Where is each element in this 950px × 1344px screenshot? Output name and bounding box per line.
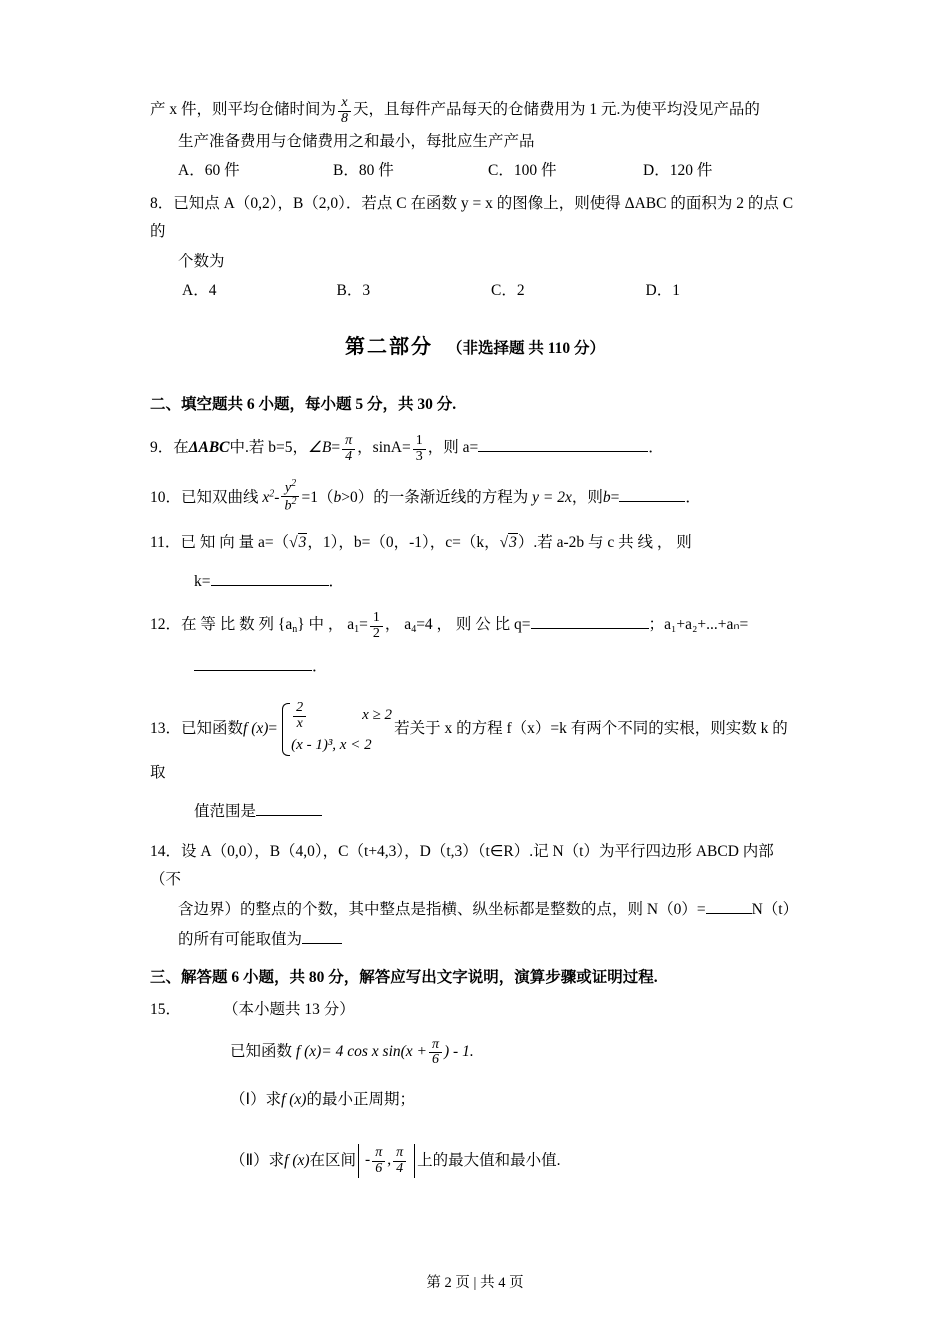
q13-eq: = (268, 719, 278, 737)
q10-text-a: 已知双曲线 (181, 488, 259, 506)
q8-text-1: 已知点 A（0,2），B（2,0）．若点 C 在函数 y = x 的图像上，则使得 ΔABC 的面积为 2 的点 C 的 (150, 195, 794, 241)
q7-fraction: $\frac{x}{8}$ (338, 96, 351, 126)
q11-sqrt3-b: √3 (499, 534, 517, 552)
q12-answer-line2 (194, 653, 800, 681)
q15-part2-text: 在区间 (309, 1151, 357, 1169)
q15-header (150, 996, 800, 1024)
q10-b-var: b (333, 488, 342, 506)
part2-title (150, 330, 800, 359)
q12-eq2: =4 ， 则 公 比 q= (416, 616, 531, 634)
part2-note: （非选择题 共 110 分） (446, 340, 606, 358)
q11-answer-blank[interactable] (211, 585, 329, 586)
q15-part2-label: （Ⅱ）求 (230, 1151, 285, 1169)
q12-sum-label: a₁+a₂+...+aₙ= (664, 616, 749, 634)
q11 (150, 528, 800, 558)
q14-text-3: 的所有可能取值为 (178, 930, 303, 948)
q15-known (230, 1038, 800, 1068)
q8-options (182, 278, 800, 304)
q11-k-label: k= (194, 573, 211, 591)
q8-option-b[interactable]: B．3 (336, 282, 371, 300)
q14-number: 14． (150, 842, 182, 860)
q12-answer-blank-2[interactable] (194, 670, 312, 671)
page-footer-text: 第 2 页 | 共 4 页 (426, 1275, 524, 1291)
q7-option-d[interactable]: D．120 件 (643, 162, 713, 180)
q12-answer-blank-1[interactable] (531, 628, 649, 629)
q9-period: ． (648, 439, 664, 457)
q13-line2 (194, 798, 800, 826)
q11-answer-line (194, 568, 800, 596)
q9-fraction-a: $\frac{1}{3}$ (413, 434, 426, 464)
q11-text-c: ）.若 a-2b 与 c 共 线 ， 则 (517, 534, 692, 552)
q7-option-c[interactable]: C．100 件 (488, 162, 557, 180)
q14-line2 (178, 896, 800, 924)
q12-period: ． (312, 658, 328, 676)
q15-interval-minus: - (365, 1150, 371, 1168)
q8-number: 8． (150, 195, 174, 213)
q8-option-d[interactable]: D．1 (645, 282, 680, 300)
q14-answer-blank-2[interactable] (302, 943, 342, 944)
q15-part1-text: 的最小正周期； (306, 1090, 415, 1108)
q12 (150, 610, 800, 645)
q10-condition: >0）的一条渐近线的方程为 (341, 488, 529, 506)
part2-title-text: 第二部分 (344, 336, 433, 359)
q11-text-b: ，1），b=（0，-1），c=（k， (307, 534, 500, 552)
q15-interval-right: $\frac{\pi}{4}$ (393, 1146, 406, 1176)
q13-answer-blank[interactable] (256, 815, 322, 816)
q10-x-squared: $x^2$ (262, 488, 275, 506)
q8-option-a[interactable]: A．4 (182, 282, 217, 300)
q15-number: 15． (150, 1000, 182, 1018)
q15-fx: f (x) (295, 1042, 322, 1060)
q9-angle-b: ∠B (308, 439, 332, 457)
q13-text-b: 若关于 x 的方程 f（x）=k 有两个不同的实根，则实数 k 的取 (150, 719, 788, 781)
q9-text-b: 中.若 b=5， (229, 439, 309, 457)
q12-text-a2: } 中 ， a (297, 616, 355, 634)
q9-eq: = (331, 439, 341, 457)
q15-part1-fx: f (x) (281, 1090, 307, 1108)
q10-paren: （ (317, 488, 334, 506)
q13-case1-fraction: $\frac{2}{x}$ (293, 701, 306, 731)
q13-case1 (291, 701, 392, 731)
q9-fraction-b: $\frac{\pi}{4}$ (342, 434, 355, 464)
section3-heading: 三、解答题 6 小题，共 80 分，解答应写出文字说明，演算步骤或证明过程. (150, 968, 658, 986)
q7-options (178, 158, 800, 184)
q10-eq1: =1 (301, 488, 318, 506)
q14-text-2b: N（t） (751, 900, 799, 918)
q13-line2-text: 值范围是 (194, 802, 257, 820)
q14-line1 (150, 838, 800, 894)
q8-line2: 个数为 (178, 253, 225, 271)
q13-piecewise (279, 701, 392, 757)
q10-answer-blank[interactable] (619, 501, 685, 502)
q14-line3 (178, 926, 800, 954)
q12-number: 12． (150, 616, 182, 634)
q15-interval (358, 1144, 415, 1178)
q9-text-a: 在 (173, 439, 189, 457)
q9-text-d: ，则 a= (427, 439, 479, 457)
q12-semicolon: ； (648, 616, 665, 634)
q15-interval-comma: , (387, 1150, 392, 1168)
q14-answer-blank-1[interactable] (706, 913, 752, 914)
q10-period: ． (685, 488, 701, 506)
q7-option-a[interactable]: A．60 件 (178, 162, 240, 180)
q15-part2-text-2: 上的最大值和最小值. (417, 1151, 561, 1169)
q11-period: ． (328, 573, 345, 591)
q13-case1-condition: x ≥ 2 (362, 707, 393, 724)
q15-interval-left: $\frac{\pi}{6}$ (372, 1146, 385, 1176)
q7-text-b: 天，且每件产品每天的仓储费用为 1 元.为使平均没见产品的 (353, 101, 760, 118)
q14-text-1: 设 A（0,0），B（4,0），C（t+4,3），D（t,3）（t∈R）.记 N（t）为平行四边形 ABCD 内部（不 (150, 842, 774, 888)
q9-text-c: ，sinA= (357, 439, 411, 457)
q12-sub-n: n (292, 624, 298, 636)
q15-formula-a: = 4 cos x sin(x + (321, 1042, 427, 1060)
q10-eq-blank: = (610, 488, 620, 506)
q13-case2: (x - 1)³, x < 2 (291, 736, 372, 753)
q10 (150, 479, 800, 514)
q10-asymptote: y = 2x (532, 488, 572, 506)
q15-part2 (230, 1144, 800, 1178)
q15-part2-fx: f (x) (284, 1151, 310, 1169)
q12-text-a: 在 等 比 数 列 {a (181, 616, 293, 634)
q11-number: 11． (150, 534, 181, 552)
q8-line1 (150, 190, 800, 246)
q12-eq1: = (359, 616, 368, 634)
q15-part1 (230, 1086, 800, 1114)
q10-minus: - (274, 488, 280, 506)
q10-then: ，则 (571, 488, 603, 506)
q11-text-a: 已 知 向 量 a=（ (180, 534, 290, 552)
q15-part1-label: （Ⅰ）求 (230, 1090, 282, 1108)
q12-fraction: $\frac{1}{2}$ (370, 611, 383, 641)
q7-option-b[interactable]: B．80 件 (333, 162, 394, 180)
q9-triangle-abc: ΔABC (188, 439, 230, 457)
q12-sub-1: 1 (354, 624, 360, 636)
q7-continued-line2: 生产准备费用与仓储费用之和最小，每批应生产产品 (178, 133, 535, 151)
q10-number: 10． (150, 488, 182, 506)
q9 (150, 433, 800, 464)
q13-fx: f (x) (243, 719, 269, 737)
q12-text-b: ， a (384, 616, 412, 634)
q12-sub-4: 4 (411, 624, 417, 636)
q11-sqrt3-a: √3 (289, 534, 307, 552)
q13-text-a: 已知函数 (181, 719, 244, 737)
q9-answer-blank[interactable] (478, 451, 648, 452)
section2-heading: 二、填空题共 6 小题，每小题 5 分，共 30 分. (150, 396, 457, 414)
q7-continued-line1 (150, 96, 800, 126)
q8-option-c[interactable]: C．2 (491, 282, 525, 300)
q13-number: 13． (150, 719, 182, 737)
q15-formula-b: ) - 1. (444, 1042, 474, 1060)
q10-b-var2: b (602, 488, 611, 506)
q10-y2-over-b2: $\frac{y^2}{b^2}$ (281, 479, 299, 514)
q9-number: 9． (150, 439, 174, 457)
page-footer (0, 1271, 950, 1292)
q15-known-label: 已知函数 (230, 1042, 293, 1060)
q14-text-2: 含边界）的整点的个数，其中整点是指横、纵坐标都是整数的点，则 N（0）= (178, 900, 706, 918)
q15-formula-fraction: $\frac{\pi}{6}$ (429, 1038, 442, 1068)
q15-score: （本小题共 13 分） (223, 1000, 355, 1018)
q13 (150, 701, 800, 787)
q7-text-a: 产 x 件，则平均仓储时间为 (150, 101, 337, 118)
